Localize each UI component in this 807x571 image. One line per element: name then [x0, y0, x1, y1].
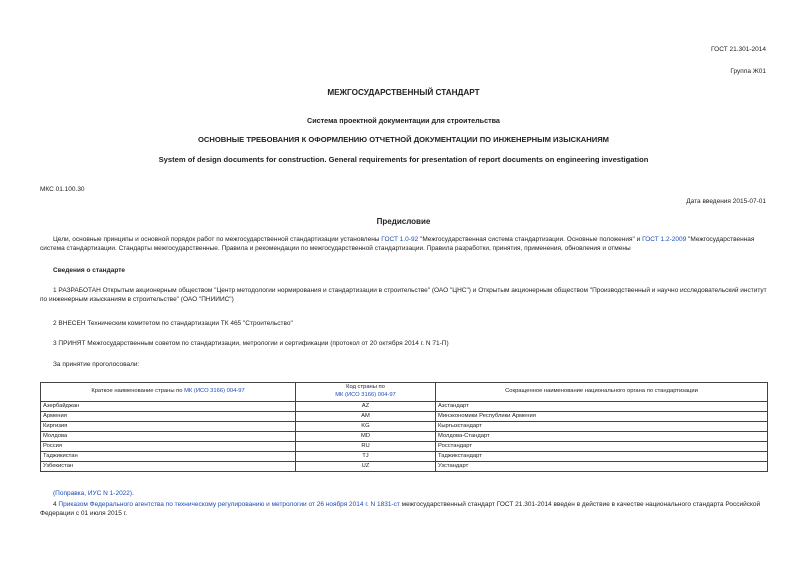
system-title: Система проектной документации для строительства: [307, 116, 500, 125]
foreword-heading: Предисловие: [376, 217, 431, 226]
gost-1-2-2009-link[interactable]: ГОСТ 1.2-2009: [642, 236, 687, 243]
mk-iso-link[interactable]: МК (ИСО 3166) 004-97: [184, 388, 245, 395]
table-header-body: Сокращенное наименование национального органа по стандартизации: [436, 383, 768, 402]
standards-body-cell: Таджикстандарт: [436, 452, 768, 462]
country-cell: Азербайджан: [41, 402, 296, 412]
table-row: [41, 442, 768, 452]
item-1-developed: 1 РАЗРАБОТАН Открытым акционерным обществом "Центр методологии нормирования и стандартизации в строительстве" (ОАО "ЦНС") и Открытым акционерным обществом "Производственный и научно исследовательский институт по инженерным изысканиям в строительстве" (ОАО "ПНИИИС"): [40, 287, 767, 303]
standards-body-cell: Молдова-Стандарт: [436, 432, 768, 442]
english-title: System of design documents for construction. General requirements for presentation of report documents on engineering investigation: [158, 155, 649, 164]
table-header-row: [41, 383, 768, 402]
country-cell: Россия: [41, 442, 296, 452]
table-header-country: Краткое наименование страны по МК (ИСО 3166) 004-97: [41, 383, 296, 402]
item-3-adopted: 3 ПРИНЯТ Межгосударственным советом по стандартизации, метрологии и сертификации (протокол от 20 октября 2014 г. N 71-П): [53, 340, 449, 347]
document-code: ГОСТ 21.301-2014: [711, 46, 766, 53]
table-row: [41, 462, 768, 472]
foreword-paragraph: Цели, основные принципы и основной порядок работ по межгосударственной стандартизации установлены ГОСТ 1.0-92 "Межгосударственная система стандартизации. Основные положения" и ГОСТ 1.2-2009 "Межгосударственная система стандартизации. Стандарты межгосударственные. Правила и рекомендации по межгосударственной стандартизации. Правила разработки, принятия, применения, обновления и отмены: [40, 236, 755, 252]
standards-body-cell: Узстандарт: [436, 462, 768, 472]
standard-info-heading: Сведения о стандарте: [53, 267, 126, 274]
country-code-cell: MD: [296, 432, 436, 442]
item-4-order: 4 Приказом Федерального агентства по техническому регулированию и метрологии от 26 ноября 2014 г. N 1831-ст межгосударственный стандарт ГОСТ 21.301-2014 введен в действие в качестве национального стандарта Российской Федерации с 01 июля 2015 г.: [40, 501, 761, 517]
country-code-cell: AM: [296, 412, 436, 422]
voted-label: За принятие проголосовали:: [53, 361, 140, 368]
gost-1-0-92-link[interactable]: ГОСТ 1.0-92: [381, 236, 419, 243]
standards-body-cell: Азстандарт: [436, 402, 768, 412]
intro-date: Дата введения 2015-07-01: [686, 198, 766, 205]
mk-iso-link[interactable]: МК (ИСО 3166) 004-97: [335, 392, 396, 398]
country-code-cell: RU: [296, 442, 436, 452]
standards-body-cell: Минэкономики Республики Армения: [436, 412, 768, 422]
table-row: [41, 452, 768, 462]
mks-code: МКС 01.100.30: [40, 186, 85, 193]
standards-body-cell: Кыргызстандарт: [436, 422, 768, 432]
item-2-submitted: 2 ВНЕСЕН Техническим комитетом по стандартизации ТК 465 "Строительство": [53, 320, 293, 327]
amendment-link[interactable]: (Поправка, ИУС N 1-2022).: [53, 490, 134, 497]
table-row: [41, 412, 768, 422]
standards-body-cell: Росстандарт: [436, 442, 768, 452]
country-code-cell: UZ: [296, 462, 436, 472]
country-cell: Таджикистан: [41, 452, 296, 462]
table-row: [41, 432, 768, 442]
table-row: [41, 402, 768, 412]
main-title: ОСНОВНЫЕ ТРЕБОВАНИЯ К ОФОРМЛЕНИЮ ОТЧЕТНОЙ ДОКУМЕНТАЦИИ ПО ИНЖЕНЕРНЫМ ИЗЫСКАНИЯМ: [198, 135, 609, 144]
country-cell: Молдова: [41, 432, 296, 442]
country-cell: Киргизия: [41, 422, 296, 432]
country-cell: Узбекистан: [41, 462, 296, 472]
order-link[interactable]: Приказом Федерального агентства по техническому регулированию и метрологии от 26 ноября 2014 г. N 1831-ст: [58, 501, 400, 508]
country-cell: Армения: [41, 412, 296, 422]
standard-type-title: МЕЖГОСУДАРСТВЕННЫЙ СТАНДАРТ: [327, 88, 480, 97]
table-header-code: Код страны по МК (ИСО 3166) 004-97: [296, 383, 436, 402]
country-code-cell: KG: [296, 422, 436, 432]
voting-table: [40, 382, 768, 472]
table-row: [41, 422, 768, 432]
document-group: Группа Ж01: [730, 68, 766, 75]
country-code-cell: AZ: [296, 402, 436, 412]
country-code-cell: TJ: [296, 452, 436, 462]
